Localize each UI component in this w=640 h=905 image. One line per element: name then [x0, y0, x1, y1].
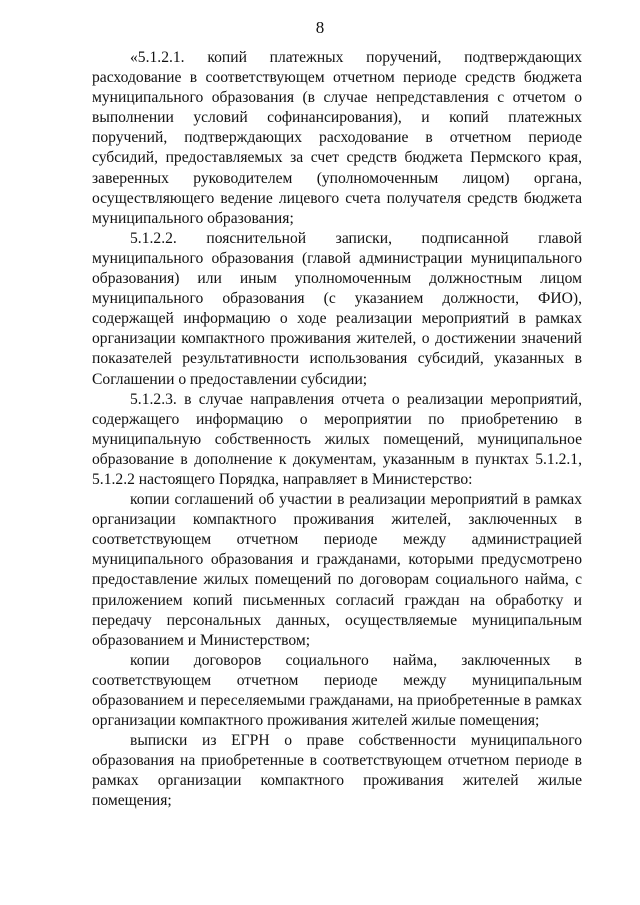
paragraph-egrn-extracts: выписки из ЕГРН о праве собственности муниципального образования на приобретенные в соответствующем отчетном периоде в рамках организации компактного проживания жителей жилые помещения;	[92, 732, 582, 810]
document-body	[92, 48, 582, 812]
paragraph-5-1-2-2: 5.1.2.2. пояснительной записки, подписанной главой муниципального образования (главой администрации муниципального образования) или иным уполномоченным должностным лицом муниципального образования (с указанием должности, ФИО), содержащей информацию о ходе реализации мероприятий в рамках организации компактного проживания жителей, о достижении значений показателей результативности использования субсидий, указанных в Соглашении о предоставлении субсидии;	[92, 229, 582, 388]
page-number: 8	[315, 18, 325, 37]
paragraph-agreement-copies: копии соглашений об участии в реализации мероприятий в рамках организации компактного проживания жителей, заключенных в соответствующем отчетном периоде между администрацией муниципального образования и гражданами, которыми предусмотрено предоставление жилых помещений по договорам социального найма, с приложением копий письменных согласий граждан на обработку и передачу персональных данных, осуществляемые муниципальным образованием и Министерством;	[92, 491, 582, 649]
paragraph-5-1-2-3: 5.1.2.3. в случае направления отчета о реализации мероприятий, содержащего информацию о мероприятии по приобретению в муниципальную собственность жилых помещений, муниципальное образование в дополнение к документам, указанным в пунктах 5.1.2.1, 5.1.2.2 настоящего Порядка, направляет в Министерство:	[92, 390, 582, 488]
paragraph-5-1-2-1: «5.1.2.1. копий платежных поручений, подтверждающих расходование в соответствующем отчетном периоде средств бюджета муниципального образования (в случае непредставления с отчетом о выполнении условий софинансирования), и копий платежных поручений, подтверждающих расходование в отчетном периоде субсидий, предоставляемых за счет средств бюджета Пермского края, заверенных руководителем (уполномоченным лицом) органа, осуществляющего ведение лицевого счета получателя средств бюджета муниципального образования;	[92, 49, 582, 227]
paragraph-lease-contract-copies: копии договоров социального найма, заключенных в соответствующем отчетном периоде между муниципальным образованием и переселяемыми гражданами, на приобретенные в рамках организации компактного проживания жителей жилые помещения;	[92, 651, 582, 730]
